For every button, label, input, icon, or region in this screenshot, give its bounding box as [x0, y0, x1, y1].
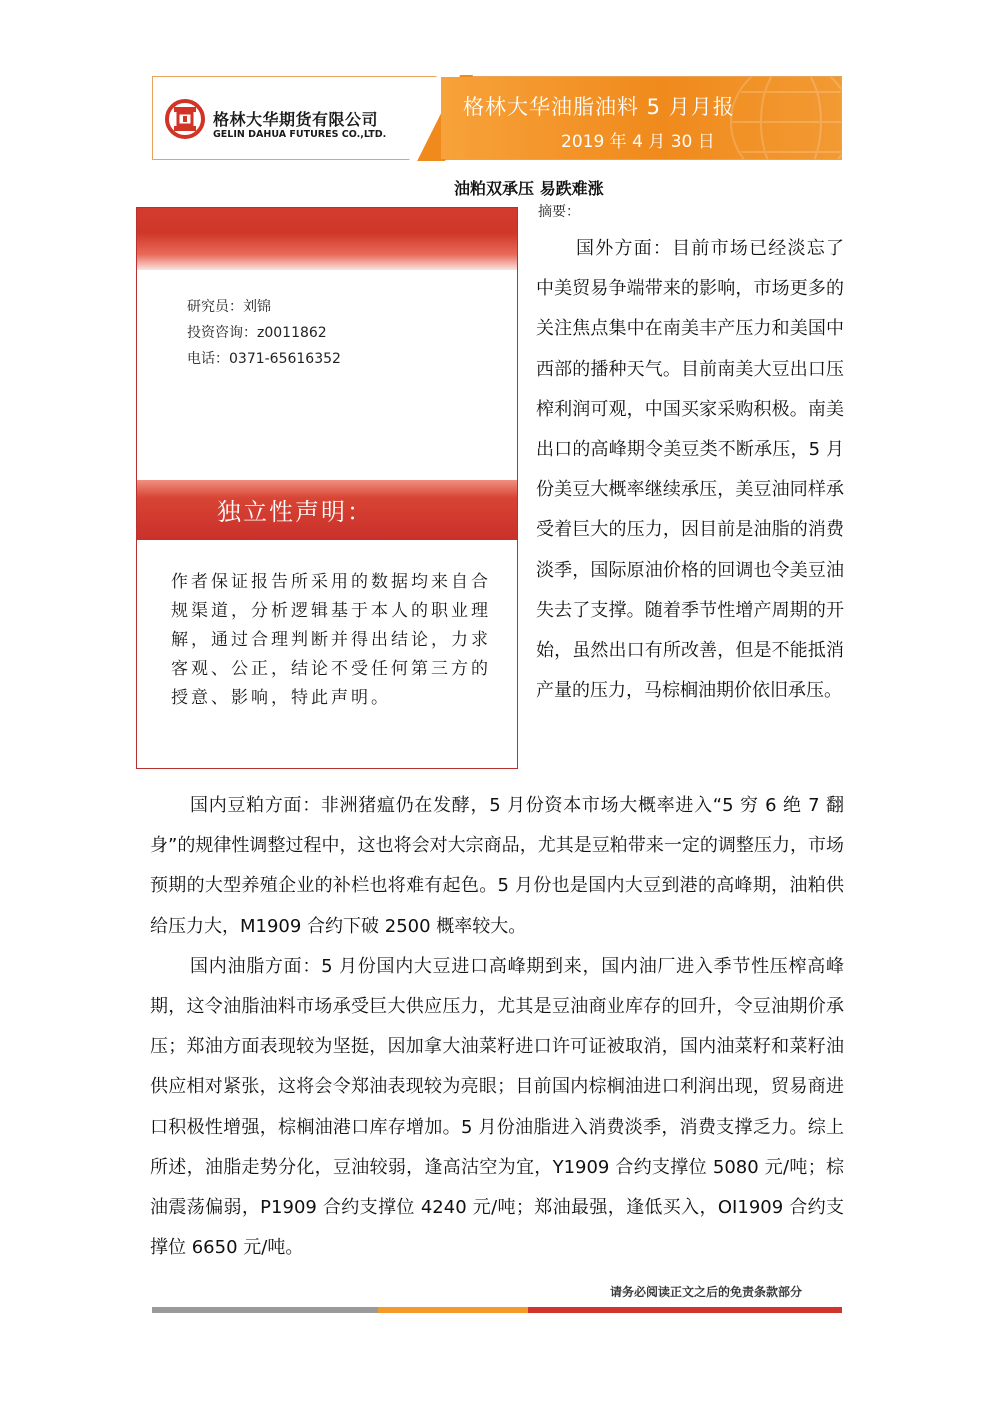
report-title: 格林大华油脂油料 5 月月报: [463, 95, 735, 119]
disclaimer-note: 请务必阅读正文之后的免责条款部分: [610, 1285, 803, 1299]
company-block: [153, 77, 441, 159]
researcher-name: 研究员：刘锦: [187, 299, 271, 315]
statement-banner: [137, 480, 517, 540]
gelin-logo-icon: [165, 99, 205, 139]
sidebar-top-band: [137, 208, 517, 270]
author-sidebar: [136, 207, 518, 769]
company-name-en: GELIN DAHUA FUTURES CO.,LTD.: [213, 129, 387, 140]
statement-title: 独立性声明：: [217, 498, 373, 526]
foreign-paragraph: 国外方面：目前市场已经淡忘了中美贸易争端带来的影响，市场更多的关注焦点集中在南美丰产压力和美国中西部的播种天气。目前南美大豆出口压榨利润可观，中国买家采购积极。南美出口的高峰期令美豆类不断承压，5 月份美豆大概率继续承压，美豆油同样承受着巨大的压力，因目前是油脂的消费淡季，国际原油价格的回调也令美豆油失去了支撑。随着季节性增产周期的开始，虽然出口有所改善，但是不能抵消产量的压力，马棕榈油期价依旧承压。: [536, 238, 844, 702]
domestic-oil-paragraph: 国内油脂方面：5 月份国内大豆进口高峰期到来，国内油厂进入季节性压榨高峰期，这令油脂油料市场承受巨大供应压力，尤其是豆油商业库存的回升，令豆油期价承压；郑油方面表现较为坚挺，因加拿大油菜籽进口许可证被取消，国内油菜籽和菜籽油供应相对紧张，这将会令郑油表现较为亮眼；目前国内棕榈油进口利润出现，贸易商进口积极性增强，棕榈油港口库存增加。5 月份油脂进入消费淡季，消费支撑乏力。综上所述，油脂走势分化，豆油较弱，逢高沽空为宜，Y1909 合约支撑位 5080 元/吨；棕油震荡偏弱，P1909 合约支撑位 4240 元/吨；郑油最强，逢低买入，OI1909 合约支撑位 6650 元/吨。: [150, 955, 844, 1259]
footer-bar-gray: [152, 1307, 378, 1313]
footer-bar-orange: [378, 1307, 528, 1313]
statement-body: 作者保证报告所采用的数据均来自合规渠道，分析逻辑基于本人的职业理解，通过合理判断并得出结论，力求客观、公正，结论不受任何第三方的授意、影响，特此声明。: [171, 572, 491, 708]
document-title: 油粕双承压 易跌难涨: [454, 179, 604, 198]
abstract-foreign: [536, 229, 844, 711]
abstract-label: 摘要：: [538, 204, 580, 220]
footer-color-bar: [152, 1307, 842, 1313]
consult-license: 投资咨询：z0011862: [187, 325, 327, 341]
footer-bar-red: [528, 1307, 842, 1313]
report-body: [150, 786, 844, 1268]
company-name-cn: 格林大华期货有限公司: [213, 110, 379, 129]
report-header: [152, 76, 842, 160]
report-date: 2019 年 4 月 30 日: [561, 132, 715, 152]
domestic-meal-paragraph: 国内豆粕方面：非洲猪瘟仍在发酵，5 月份资本市场大概率进入“5 穷 6 绝 7 翻身”的规律性调整过程中，这也将会对大宗商品，尤其是豆粕带来一定的调整压力，市场预期的大型养殖企业的补栏也将难有起色。5 月份也是国内大豆到港的高峰期，油粕供给压力大，M1909 合约下破 2500 概率较大。: [150, 795, 844, 937]
phone-number: 电话：0371-65616352: [187, 351, 341, 367]
author-info: [187, 294, 341, 372]
report-title-block: [441, 77, 841, 159]
